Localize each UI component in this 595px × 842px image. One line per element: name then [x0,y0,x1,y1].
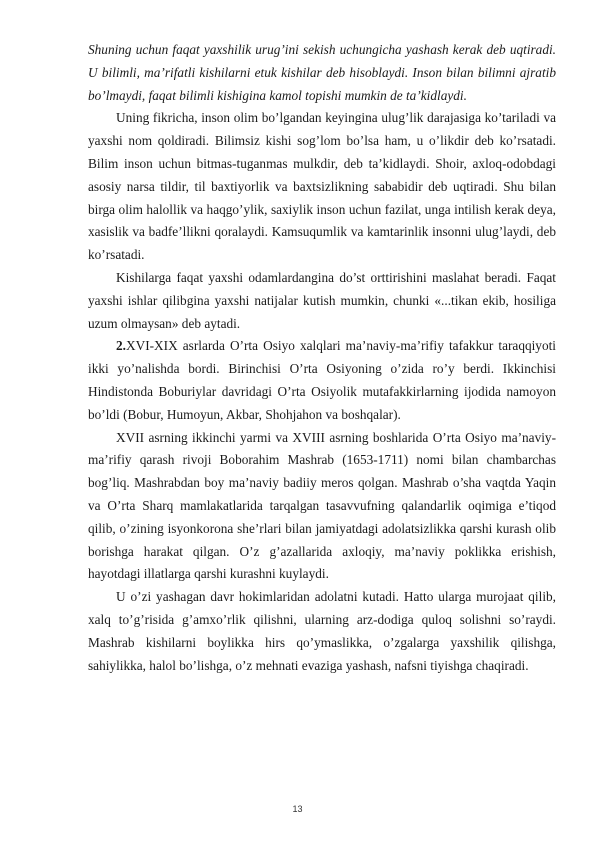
italic-quote-paragraph: Shuning uchun faqat yaxshilik urug’ini sekish uchungicha yashash kerak deb uqtiradi. U bilimli, ma’rifatli kishilarni etuk kishilar deb hisoblaydi. Inson bilan bilimni ajratib bo’lmaydi, faqat bilimli kishigina kamol topishi mumkin de ta’kidlaydi. [88,42,556,103]
page-number: 13 [292,804,303,814]
body-paragraph-3-text: XVI-XIX asrlarda O’rta Osiyo xalqlari ma’naviy-ma’rifiy tafakkur taraqqiyoti ikki yo’nalishda bordi. Birinchisi O’rta Osiyoning o’zida ro’y berdi. Ikkinchisi Hindistonda Boburiylar davridagi O’rta Osiyolik mutafakkirlarning ijodida namoyon bo’ldi (Bobur, Humoyun, Akbar, Shohjahon va boshqalar). [88,338,556,422]
section-number: 2. [116,338,126,354]
body-paragraph-3 [88,335,556,426]
body-paragraph-5: U o’zi yashagan davr hokimlaridan adolatni kutadi. Hatto ularga murojaat qilib, xalq to’g’risida g’amxo’rlik qilishni, ularning arz-dodiga quloq solishni so’raydi. Mashrab kishilarni boylikka hirs qo’ymaslikka, o’zgalarga yaxshilik qilishga, sahiylikka, halol bo’lishga, o’z mehnati evaziga yashash, nafsni tiyishga chaqiradi. [88,589,556,673]
body-paragraph-1: Uning fikricha, inson olim bo’lgandan keyingina ulug’lik darajasiga ko’tariladi va yaxshi nom qoldiradi. Bilimsiz kishi sog’lom bo’lsa ham, u o’likdir deb ko’rsatadi. Bilim inson uchun bitmas-tuganmas mulkdir, deb ta’kidlaydi. Shoir, axloq-odobdagi asosiy narsa tildir, til baxtiyorlik va baxtsizlikning sababidir deb uqtiradi. Shu bilan birga olim halollik va haqgo’ylik, saxiylik inson uchun fazilat, unga intilish kerak deya, xasislik va badfe’llikni qoralaydi. Kamsuqumlik va kamtarinlik insonni ulug’laydi, deb ko’rsatadi. [88,110,556,263]
body-paragraph-2: Kishilarga faqat yaxshi odamlardangina do’st orttirishini maslahat beradi. Faqat yaxshi ishlar qilibgina yaxshi natijalar kutish mumkin, chunki «...tikan ekib, hosiliga uzum olmaysan» deb aytadi. [88,269,556,331]
document-page [88,39,556,677]
body-paragraph-4: XVII asrning ikkinchi yarmi va XVIII asrning boshlarida O’rta Osiyo ma’naviy-ma’rifiy qarash rivoji Boborahim Mashrab (1653-1711) nomi bilan chambarchas bog’liq. Mashrabdan boy ma’naviy badiiy meros qolgan. Mashrab o’sha vaqtda Yaqin va O’rta Sharq mamlakatlarida tarqalgan tasavvufning qalandarlik oqimiga e’tiqod qilib, o’zining isyonkorona she’rlari bilan jamiyatdagi adolatsizlikka qarshi kurash olib borishga harakat qilgan. O’z g’azallarida axloqiy, ma’naviy poklikka erishish, hayotdagi illatlarga qarshi kurashni kuylaydi. [88,429,556,582]
